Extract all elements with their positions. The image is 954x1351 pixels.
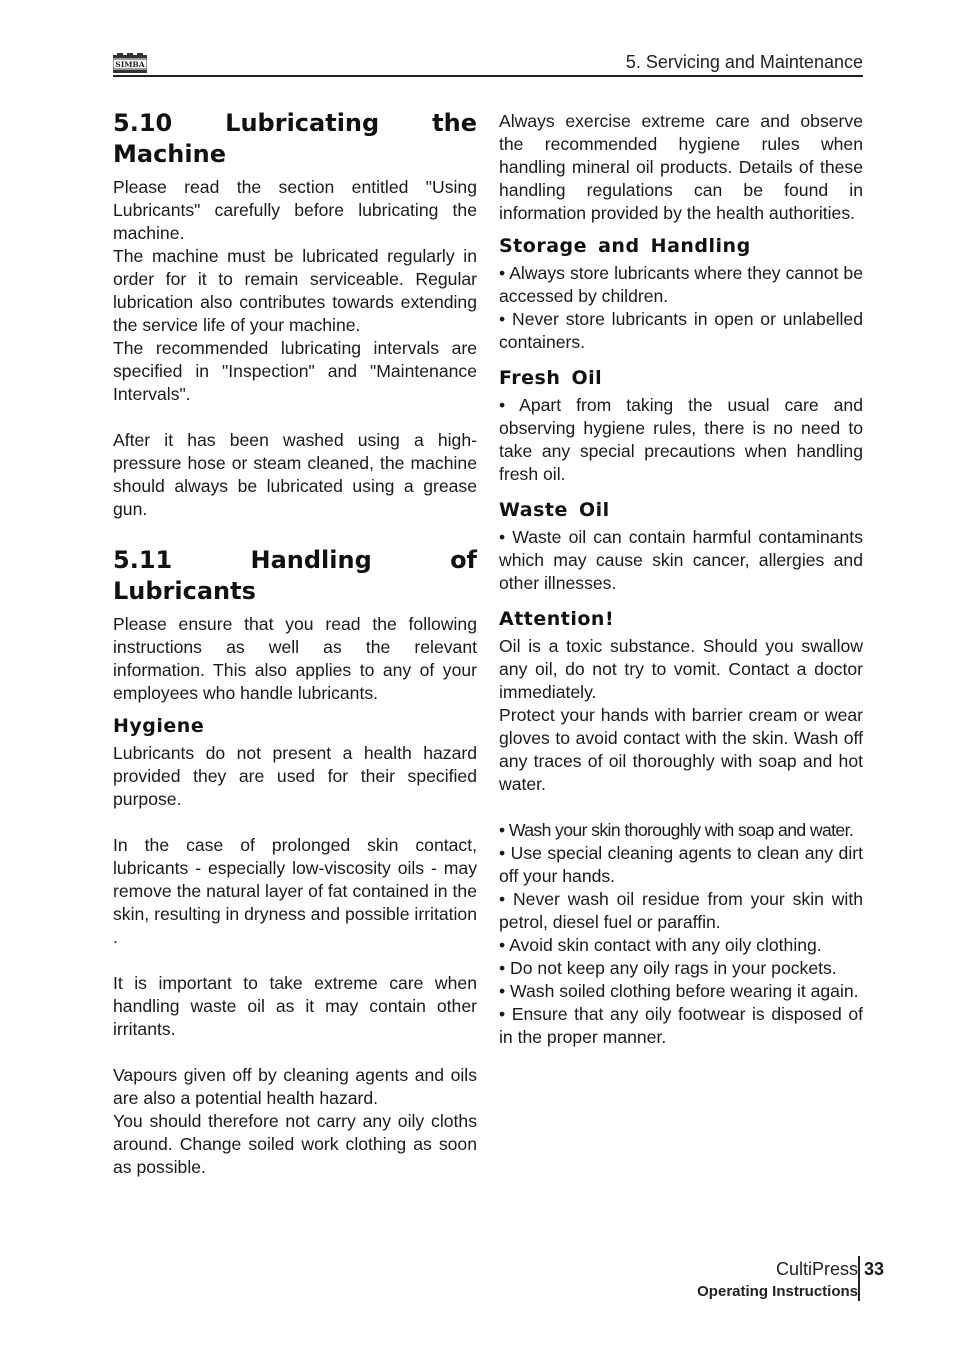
footer-product: CultiPress (775, 1259, 858, 1279)
header-rule (113, 75, 863, 77)
simba-logo (113, 53, 147, 73)
bullet-item: • Avoid skin contact with any oily clothing. (499, 935, 822, 955)
logo-text: SIMBA (115, 60, 145, 69)
bullet-item: • Always store lubricants where they cannot be accessed by children. (499, 263, 863, 306)
paragraph: The machine must be lubricated regularly in order for it to remain serviceable. Regular lubrication also contributes towards extending the service life of your machine. (113, 246, 477, 335)
paragraph: Lubricants do not present a health hazard provided they are used for their specified purpose. (113, 743, 477, 809)
heading-5-11: 5.11 Handling of Lubricants (113, 546, 477, 605)
paragraph: You should therefore not carry any oily cloths around. Change soiled work clothing as soon as possible. (113, 1111, 477, 1177)
bullet-item: • Apart from taking the usual care and observing hygiene rules, there is no need to take any special precautions when handling fresh oil. (499, 395, 863, 484)
heading-fresh-oil: Fresh Oil (499, 367, 603, 389)
footer-subtitle: Operating Instructions (697, 1283, 858, 1300)
paragraph: Oil is a toxic substance. Should you swallow any oil, do not try to vomit. Contact a doctor immediately. (499, 636, 863, 702)
bullet-item: • Waste oil can contain harmful contaminants which may cause skin cancer, allergies and other illnesses. (499, 527, 863, 593)
footer (697, 1258, 858, 1304)
paragraph: Always exercise extreme care and observe the recommended hygiene rules when handling mineral oil products. Details of these handling regulations can be found in information provided by the health authorities. (499, 111, 863, 223)
paragraph: Protect your hands with barrier cream or wear gloves to avoid contact with the skin. Wash off any traces of oil thoroughly with soap and hot water. (499, 705, 863, 794)
bullet-item: • Wash soiled clothing before wearing it again. (499, 981, 859, 1001)
heading-storage-handling: Storage and Handling (499, 235, 751, 257)
bullet-item: • Never store lubricants in open or unlabelled containers. (499, 309, 863, 352)
paragraph: In the case of prolonged skin contact, lubricants - especially low-viscosity oils - may remove the natural layer of fat contained in the skin, resulting in dryness and possible irritation . (113, 835, 477, 947)
paragraph: The recommended lubricating intervals are specified in "Inspection" and "Maintenance Intervals". (113, 338, 477, 404)
paragraph: Vapours given off by cleaning agents and oils are also a potential health hazard. (113, 1065, 477, 1108)
paragraph: Please ensure that you read the following instructions as well as the relevant information. This also applies to any of your employees who handle lubricants. (113, 614, 477, 703)
footer-separator (858, 1256, 860, 1301)
bullet-item: • Never wash oil residue from your skin with petrol, diesel fuel or paraffin. (499, 889, 863, 932)
bullet-item: • Do not keep any oily rags in your pockets. (499, 958, 837, 978)
page-number: 33 (864, 1259, 885, 1279)
heading-attention: Attention! (499, 608, 615, 630)
bullet-item: • Use special cleaning agents to clean any dirt off your hands. (499, 843, 863, 886)
heading-waste-oil: Waste Oil (499, 499, 610, 521)
paragraph: Please read the section entitled "Using Lubricants" carefully before lubricating the machine. (113, 177, 477, 243)
heading-hygiene: Hygiene (113, 715, 205, 737)
left-column (113, 108, 477, 1179)
bullet-item: • Wash your skin thoroughly with soap and water. (499, 820, 854, 840)
paragraph: It is important to take extreme care when handling waste oil as it may contain other irritants. (113, 973, 477, 1039)
bullet-item: • Ensure that any oily footwear is disposed of in the proper manner. (499, 1004, 863, 1047)
heading-5-10: 5.10 Lubricating the Machine (113, 109, 477, 168)
paragraph: After it has been washed using a high-pressure hose or steam cleaned, the machine should always be lubricated using a grease gun. (113, 430, 477, 519)
header-section-title: 5. Servicing and Maintenance (625, 52, 863, 72)
right-column (499, 110, 863, 1049)
